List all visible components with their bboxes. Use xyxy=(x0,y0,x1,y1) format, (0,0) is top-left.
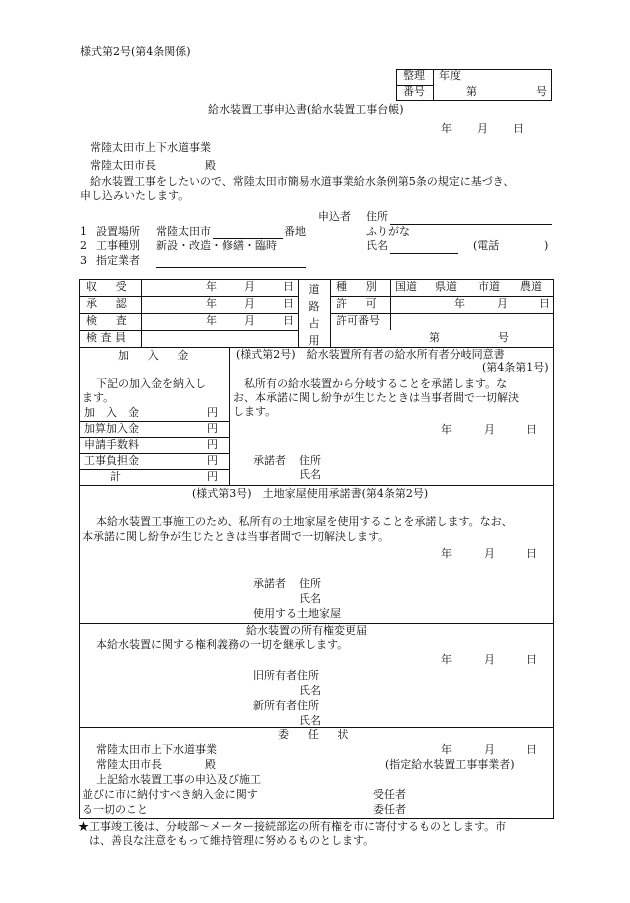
fee-unit-4: 円 xyxy=(207,454,218,467)
footnote-line-2: は、善良な注意をもって維持管理に努めるものとします。 xyxy=(89,834,375,847)
receipt-day: 日 xyxy=(283,280,294,293)
fee-row-entry: 加 入 金 xyxy=(84,406,139,419)
office-row-receipt: 収 受 xyxy=(86,280,131,293)
fees-text-2: ます。 xyxy=(82,391,115,404)
item-1-num: 1 xyxy=(80,225,87,238)
fee-row-construction: 工事負担金 xyxy=(84,454,139,467)
fee-unit-1: 円 xyxy=(207,406,218,419)
delegation-body-1: 上記給水装置工事の申込及び施工 xyxy=(96,773,261,786)
new-owner-address: 新所有者住所 xyxy=(253,699,319,712)
date-month: 月 xyxy=(477,122,488,135)
old-owner-name: 氏名 xyxy=(299,684,321,697)
intro-line-2: 申し込みいたします。 xyxy=(80,189,190,202)
branch-body-1: 私所有の給水装置から分岐することを承諾します。な xyxy=(244,377,508,390)
item-1-suffix: 番地 xyxy=(284,225,306,238)
land-used-property: 使用する土地家屋 xyxy=(253,607,341,620)
land-day: 日 xyxy=(526,547,537,560)
land-title: (様式第3号) 土地家屋使用承諾書(第4条第2号) xyxy=(192,487,429,500)
item-2-value: 新設・改造・修繕・臨時 xyxy=(156,239,277,252)
land-name: 氏名 xyxy=(299,592,321,605)
land-year: 年 xyxy=(441,547,452,560)
road-kind-municipal[interactable]: 市道 xyxy=(478,280,500,293)
inspection-year: 年 xyxy=(206,314,217,327)
road-kind-label: 種 別 xyxy=(336,280,381,293)
inspection-day: 日 xyxy=(283,314,294,327)
road-kind-prefectural[interactable]: 県道 xyxy=(435,280,457,293)
branch-address: 住所 xyxy=(299,454,321,467)
branch-month: 月 xyxy=(484,423,495,436)
seiri-go: 号 xyxy=(536,85,547,98)
delegation-month: 月 xyxy=(484,743,495,756)
transfer-year: 年 xyxy=(441,653,452,666)
fee-unit-5: 円 xyxy=(207,470,218,483)
land-address: 住所 xyxy=(299,577,321,590)
item-1-value: 常陸太田市 xyxy=(156,225,211,238)
applicant-tel-close: ) xyxy=(544,239,549,252)
land-consenter: 承諾者 xyxy=(253,577,286,590)
delegation-contractor: (指定給水装置工事事業者) xyxy=(385,758,515,771)
addressee-1: 常陸太田市上下水道事業 xyxy=(90,141,211,154)
branch-body-2: お、本承諾に関し紛争が生じたときは当事者間で一切解決 xyxy=(233,391,519,404)
road-kind-agricultural[interactable]: 農道 xyxy=(520,280,542,293)
bango-label: 番号 xyxy=(403,85,425,98)
delegation-to-1: 常陸太田市上下水道事業 xyxy=(96,743,217,756)
land-body-1: 本給水装置工事施工のため、私所有の土地家屋を使用することを承諾します。なお、 xyxy=(96,515,513,528)
fees-text-1: 下記の加入金を納入し xyxy=(96,377,206,390)
item-3-label: 指定業者 xyxy=(96,254,140,267)
applicant-name-label: 氏名 xyxy=(366,239,388,252)
delegation-title: 委 任 状 xyxy=(278,728,353,741)
office-row-inspector: 検 査 員 xyxy=(86,331,126,344)
transfer-title: 給水装置の所有権変更届 xyxy=(246,624,367,637)
office-row-inspection: 検 査 xyxy=(86,314,131,327)
seiri-dai: 第 xyxy=(466,85,477,98)
applicant-address-field[interactable] xyxy=(390,224,552,225)
branch-name: 氏名 xyxy=(299,468,321,481)
transfer-day: 日 xyxy=(526,653,537,666)
seiri-label: 整理 xyxy=(403,69,425,82)
fee-unit-2: 円 xyxy=(207,422,218,435)
date-year: 年 xyxy=(441,122,452,135)
branch-title: (様式第2号) 給水装置所有者の給水所有者分岐同意書 xyxy=(236,348,505,361)
date-day: 日 xyxy=(513,122,524,135)
fee-row-total: 計 xyxy=(110,470,121,483)
page-title: 給水装置工事申込書(給水装置工事台帳) xyxy=(208,103,404,116)
delegation-body-3: る一切のこと xyxy=(82,803,148,816)
intro-line-1: 給水装置工事をしたいので、常陸太田市簡易水道事業給水条例第5条の規定に基づき、 xyxy=(90,175,515,188)
item-3-num: 3 xyxy=(80,254,87,267)
inspection-month: 月 xyxy=(244,314,255,327)
new-owner-name: 氏名 xyxy=(299,714,321,727)
road-permit-label: 許 可 xyxy=(336,297,381,310)
applicant-name-field[interactable] xyxy=(390,253,458,254)
receipt-year: 年 xyxy=(206,280,217,293)
delegation-year: 年 xyxy=(441,743,452,756)
applicant-tel-label: (電話 xyxy=(473,239,500,252)
receipt-month: 月 xyxy=(244,280,255,293)
road-permit-no-label: 許可番号 xyxy=(336,314,380,327)
item-2-label: 工事種別 xyxy=(96,239,140,252)
branch-body-3: します。 xyxy=(233,405,277,418)
designated-contractor-field[interactable] xyxy=(156,267,306,268)
addressee-2: 常陸太田市長 xyxy=(90,159,156,172)
transfer-month: 月 xyxy=(484,653,495,666)
fee-row-additional: 加算加入金 xyxy=(84,422,139,435)
applicant-label: 申込者 xyxy=(318,210,351,223)
branch-day: 日 xyxy=(526,423,537,436)
fees-title: 加 入 金 xyxy=(118,349,193,362)
old-owner-address: 旧所有者住所 xyxy=(253,669,319,682)
delegation-dono: 殿 xyxy=(205,758,216,771)
permit-no-dai: 第 xyxy=(429,331,440,344)
item-1-label: 設置場所 xyxy=(96,225,140,238)
branch-consenter: 承諾者 xyxy=(253,454,286,467)
approval-year: 年 xyxy=(206,297,217,310)
delegation-body-2: 並びに市に納付すべき納入金に関す xyxy=(82,788,258,801)
transfer-body: 本給水装置に関する権利義務の一切を継承します。 xyxy=(96,638,349,651)
applicant-furigana-label: ふりがな xyxy=(366,225,410,238)
branch-year: 年 xyxy=(441,423,452,436)
footnote-line-1: ★工事竣工後は、分岐部～メーター接続部迄の所有権を市に寄付するものとします。市 xyxy=(78,820,507,833)
permit-no-go: 号 xyxy=(498,331,509,344)
nendo-label: 年度 xyxy=(439,69,461,82)
road-use-label: 道 路 占 用 xyxy=(308,283,320,347)
delegation-mandator: 委任者 xyxy=(373,803,406,816)
form-number-label: 様式第2号(第4条関係) xyxy=(80,45,191,58)
fee-unit-3: 円 xyxy=(207,438,218,451)
fee-row-application: 申請手数料 xyxy=(84,438,139,451)
addressee-dono: 殿 xyxy=(205,159,216,172)
permit-day: 日 xyxy=(539,297,550,310)
land-month: 月 xyxy=(484,547,495,560)
road-kind-national[interactable]: 国道 xyxy=(395,280,417,293)
applicant-address-label: 住所 xyxy=(366,210,388,223)
delegation-day: 日 xyxy=(526,743,537,756)
permit-month: 月 xyxy=(497,297,508,310)
land-body-2: 本承諾に関し紛争が生じたときは当事者間で一切解決します。 xyxy=(82,530,390,543)
branch-subtitle: (第4条第1号) xyxy=(482,361,549,374)
item-2-num: 2 xyxy=(80,239,87,252)
approval-day: 日 xyxy=(283,297,294,310)
office-row-approval: 承 認 xyxy=(86,297,131,310)
permit-year: 年 xyxy=(454,297,465,310)
delegation-mandatee: 受任者 xyxy=(373,788,406,801)
approval-month: 月 xyxy=(244,297,255,310)
delegation-to-2: 常陸太田市長 xyxy=(96,758,162,771)
